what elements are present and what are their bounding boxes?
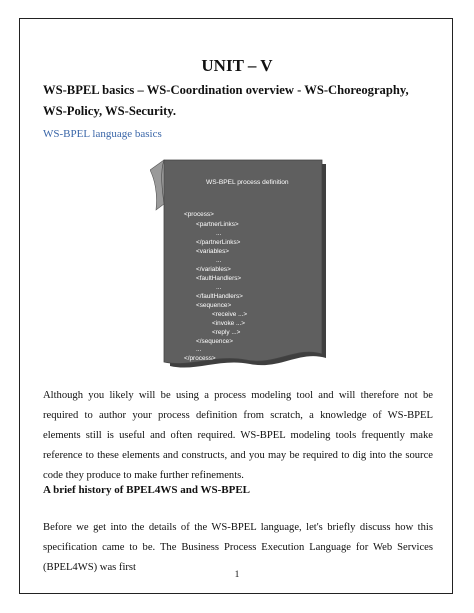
code-line: ... (216, 230, 222, 237)
page-number: 1 (234, 570, 240, 580)
code-line: </variables> (196, 266, 231, 273)
code-line: </partnerLinks> (196, 239, 241, 246)
section-heading: WS-BPEL language basics (43, 128, 162, 140)
code-line: <reply ...> (212, 329, 241, 336)
code-line: ... (216, 257, 222, 264)
process-definition-figure (150, 158, 328, 373)
code-line: <partnerLinks> (196, 221, 239, 228)
body-paragraph: Before we get into the details of the WS-BPEL language, let's briefly discuss how this specification came to be. The Business Process Execution Language for Web Services (BPEL4WS) was first (43, 522, 433, 573)
code-line: ... (196, 346, 202, 353)
code-line: <invoke ...> (212, 320, 246, 327)
code-line: <receive ...> (212, 311, 248, 318)
code-line: </sequence> (196, 338, 233, 345)
unit-title: UNIT – V (201, 56, 273, 75)
figure-document (164, 160, 322, 364)
body-paragraph: Although you likely will be using a process modeling tool and will therefore not be required to author your process definition from scratch, a knowledge of WS-BPEL elements still is useful and often required. WS-BPEL modeling tools frequently make reference to these elements and constructs, and you may be required to dig into the source code they produce to make further refinements. (43, 390, 433, 481)
code-line: <faultHandlers> (196, 275, 242, 282)
code-line: <variables> (196, 248, 230, 255)
code-line: <sequence> (196, 302, 232, 309)
code-line: <process> (184, 211, 214, 218)
code-line: </faultHandlers> (196, 293, 243, 300)
figure-title: WS-BPEL process definition (206, 179, 289, 186)
unit-subtitle: WS-BPEL basics – WS-Coordination overview - WS-Choreography, WS-Policy, WS-Security. (43, 83, 409, 118)
history-heading: A brief history of BPEL4WS and WS-BPEL (43, 484, 250, 496)
code-line: </process> (184, 355, 216, 362)
code-line: ... (216, 284, 222, 291)
